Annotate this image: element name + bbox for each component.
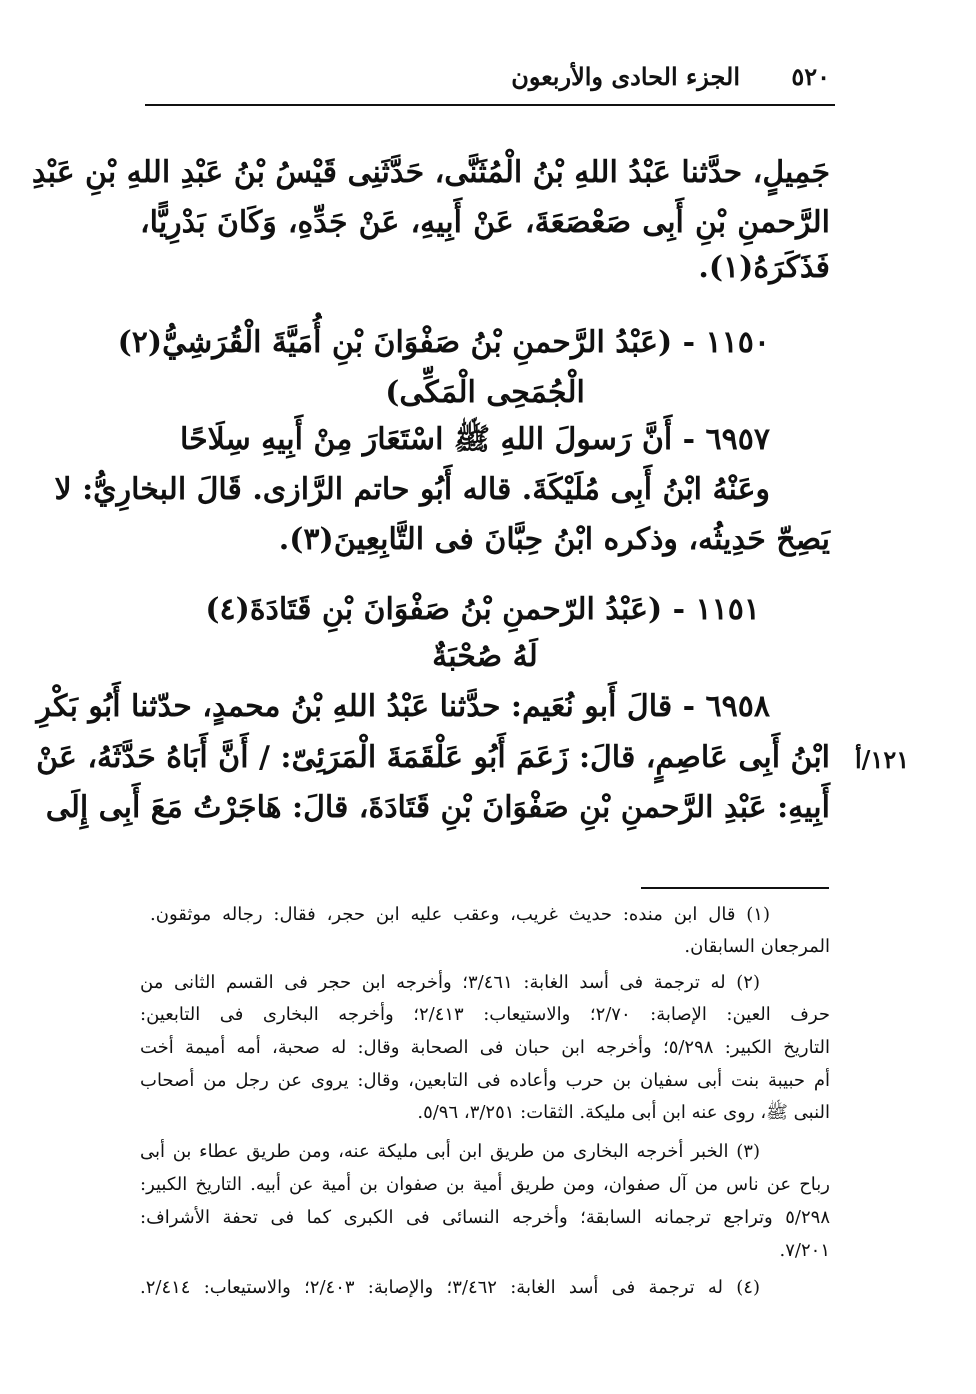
footnote-line: النبى ﷺ، روى عنه ابن أبى مليكة. الثقات: ٣/٢٥١، ٥/٩٦. bbox=[417, 1102, 830, 1123]
footnote-rule bbox=[641, 887, 829, 889]
footnote-line: (٢) له ترجمة فى أسد الغابة: ٣/٤٦١؛ وأخرجه ابن حجر فى القسم الثانى من bbox=[140, 972, 760, 993]
page-number: ٥٢٠ bbox=[791, 62, 830, 91]
body-line: أَبِيهِ: عَبْدِ الرَّحمنِ بْنِ صَفْوَانَ بْنِ قَتَادَةَ، قالَ: هَاجَرْتُ مَعَ أَبِى إِلَى bbox=[45, 790, 830, 825]
entry-heading-cont: لَهُ صُحْبَةٌ bbox=[432, 639, 538, 674]
hadith-line: ٦٩٥٧ - أَنَّ رَسولَ اللهِ ﷺ اسْتَعَارَ مِنْ أَبِيهِ سِلَاحًا bbox=[180, 422, 770, 457]
footnote-line: ٥/٢٩٨ وتراجع ترجمانه السابقة؛ وأخرجه النسائى فى الكبرى كما فى تحفة الأشراف: bbox=[140, 1207, 830, 1228]
body-line: وعَنْهُ ابْنُ أَبِى مُلَيْكَةَ. قاله أَبُو حاتم الرَّازى. قَالَ البخارِيُّ: لا bbox=[54, 472, 770, 507]
footnote-line: أم حبيبة بنت أبى سفيان بن حرب وأعاده فى التابعين، وقال: يروى عن رجل من أصحاب bbox=[140, 1070, 830, 1091]
header-rule bbox=[145, 104, 835, 106]
footnote-line: (٤) له ترجمة فى أسد الغابة: ٣/٤٦٢؛ والإصابة: ٢/٤٠٣؛ والاستيعاب: ٢/٤١٤. bbox=[140, 1277, 760, 1298]
body-line: ابْنُ أَبِى عَاصِمٍ، قالَ: زَعَمَ أَبُو عَلْقَمَةَ الْمَرَئِىّ: / أَنَّ أَبَاهُ حَدَّثَهُ، عَنْ bbox=[36, 740, 830, 775]
entry-heading-cont: الْجُمَحِى الْمَكِّى) bbox=[385, 375, 585, 410]
footnote-line: (١) قال ابن منده: حديث غريب، وعقب عليه ابن حجر، فقال: رجاله موثقون. bbox=[150, 904, 770, 925]
footnote-line: حرف العين: الإصابة: ٢/٧٠؛ والاستيعاب: ٢/٤١٣؛ وأخرجه البخارى فى التابعين: bbox=[140, 1004, 831, 1025]
hadith-line: ٦٩٥٨ - قالَ أَبو نُعَيم: حدَّثنا عَبْدُ اللهِ بْنُ محمدٍ، حدّثنا أَبُو بَكْرِ bbox=[36, 689, 770, 724]
footnote-line: المرجعان السابقان. bbox=[684, 936, 830, 957]
footnote-line: التاريخ الكبير: ٥/٢٩٨؛ وأخرجه ابن حبان فى الصحابة وقال: له صحبة، أمه أميمة أخت bbox=[140, 1037, 830, 1058]
body-line: الرَّحمنِ بْنِ أَبِى صَعْصَعَةَ، عَنْ أَبِيهِ، عَنْ جَدِّهِ، وَكَانَ بَدْرِيًّا، bbox=[140, 205, 830, 240]
body-line: فَذَكَرَهُ(١). bbox=[698, 250, 830, 285]
entry-heading: ١١٥١ - (عَبْدُ الرّحمنِ بْنُ صَفْوَانَ بْنِ قَتَادَةَ(٤) bbox=[205, 592, 760, 627]
footnote-line: رباح عن ناس من آل صفوان، ومن طريق أمية بن صفوان بن أمية عن أبيه. التاريخ الكبير: bbox=[140, 1174, 830, 1195]
footnote-line: ٧/٢٠١. bbox=[779, 1240, 830, 1261]
body-line: جَمِيلٍ، حدَّثنا عَبْدُ اللهِ بْنُ الْمُثَنَّى، حَدَّثَنِى قَيْسُ بْنُ عَبْدِ اللهِ بْنِ عَبْدِ bbox=[31, 155, 830, 190]
page-header bbox=[140, 62, 830, 102]
body-line: يَصِحّ حَدِيثُه، وذكره ابْنُ حِبَّانَ فى التَّابِعِينَ(٣). bbox=[278, 522, 830, 557]
running-title: الجزء الحادى والأربعون bbox=[511, 62, 740, 91]
entry-heading: ١١٥٠ - (عَبْدُ الرَّحمنِ بْنُ صَفْوَانَ بْنِ أُمَيَّةَ الْقُرَشِيُّ(٢) bbox=[117, 325, 770, 360]
footnote-line: (٣) الخبر أخرجه البخارى من طريق ابن أبى مليكة عنه، ومن طريق عطاء بن أبى bbox=[140, 1141, 760, 1162]
manuscript-folio-note: ١٢١/أ bbox=[855, 745, 910, 774]
